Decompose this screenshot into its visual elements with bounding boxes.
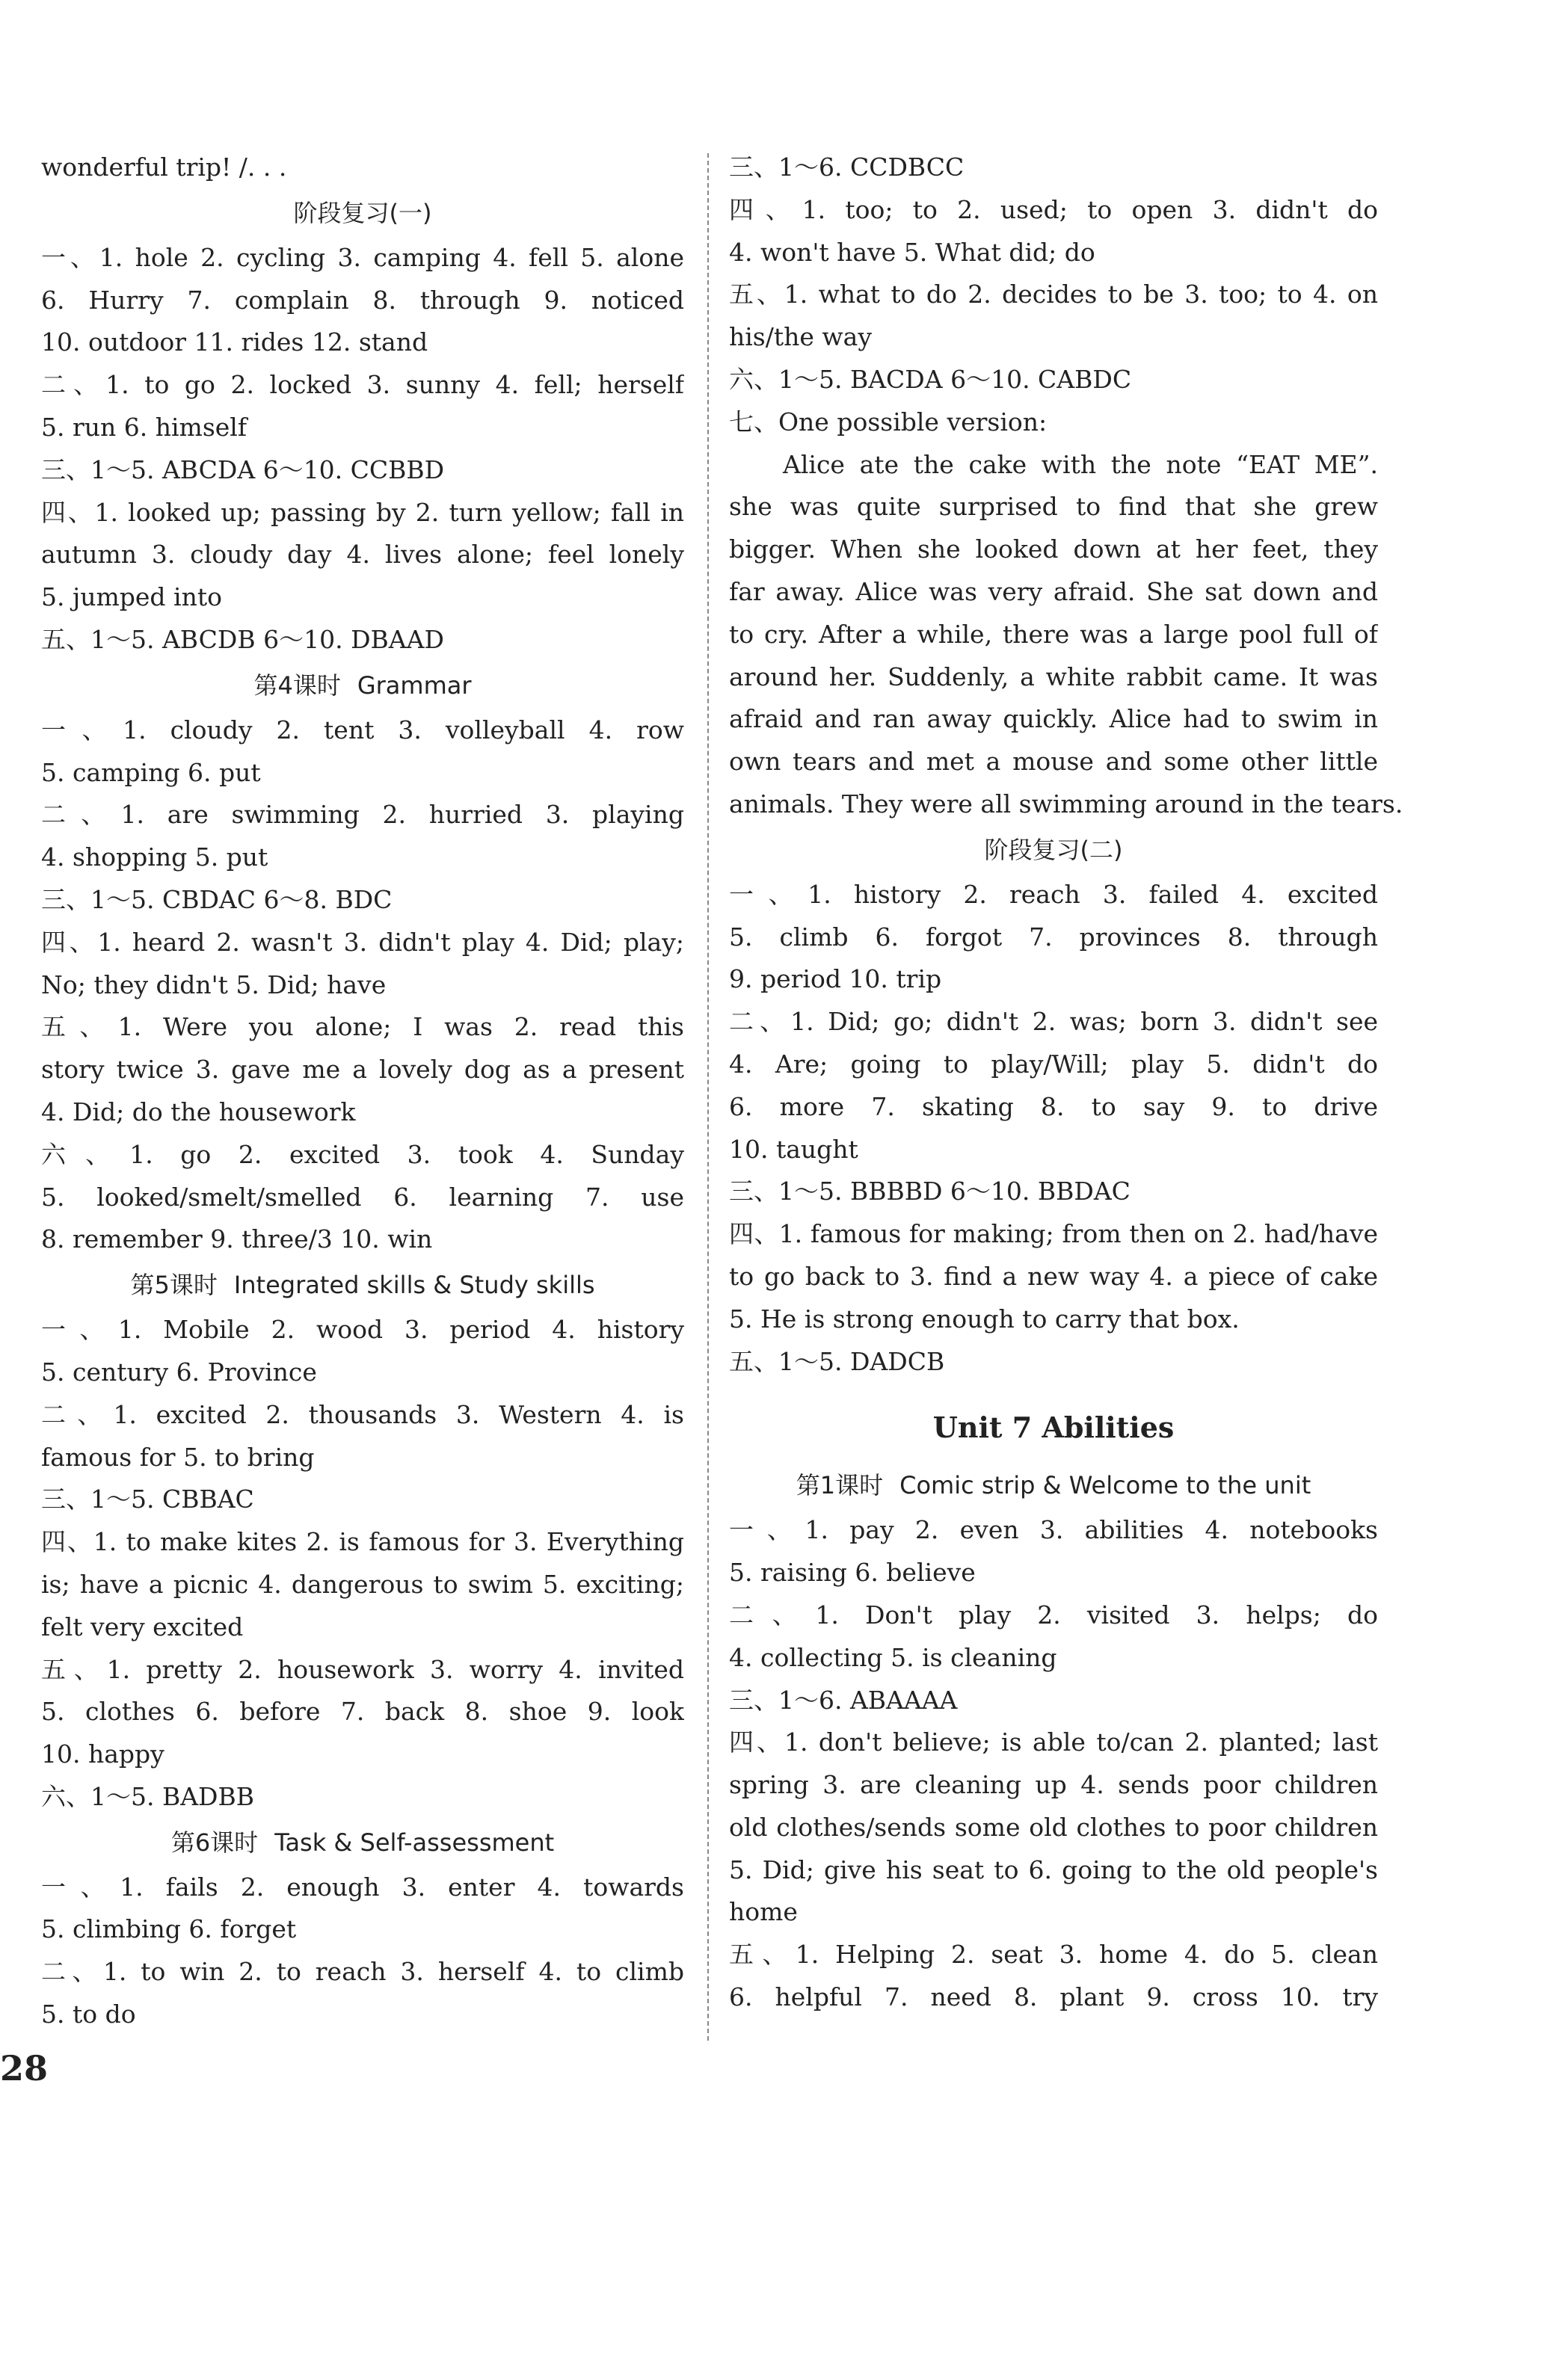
heading-text: 阶段复习(一) — [293, 198, 432, 227]
answer-line: 一、1. Mobile 2. wood 3. period 4. history — [41, 1315, 684, 1345]
answer-line: home — [729, 1897, 798, 1927]
answer-line: 三、1～6. ABAAAA — [729, 1685, 958, 1715]
answer-line: 二、1. Did; go; didn't 2. was; born 3. didn't see — [729, 1007, 1378, 1037]
answer-line: is; have a picnic 4. dangerous to swim 5. exciting; — [41, 1569, 684, 1599]
answer-line: famous for 5. to bring — [41, 1442, 315, 1472]
answer-line: 三、1～5. CBDAC 6～8. BDC — [41, 884, 393, 914]
answer-line: 4. Did; do the housework — [41, 1097, 356, 1126]
answer-line: far away. Alice was very afraid. She sat down and — [729, 576, 1378, 606]
answer-line: 5. climb 6. forgot 7. provinces 8. through — [729, 922, 1378, 952]
answer-line: 三、1～5. ABCDA 6～10. CCBBD — [41, 454, 445, 484]
answer-line: 5. looked/smelt/smelled 6. learning 7. use — [41, 1182, 684, 1212]
answer-line: 六、1. go 2. excited 3. took 4. Sunday — [41, 1139, 684, 1169]
answer-line: felt very excited — [41, 1612, 244, 1641]
answer-line: 二、1. excited 2. thousands 3. Western 4. is — [41, 1399, 684, 1429]
answer-line: 8. remember 9. three/3 10. win — [41, 1224, 433, 1254]
answer-line: 四、1. heard 2. wasn't 3. didn't play 4. Did; play; — [41, 927, 684, 957]
answer-line: 5. clothes 6. before 7. back 8. shoe 9. look — [41, 1697, 684, 1727]
answer-line: 10. happy — [41, 1739, 164, 1769]
answer-line: 五、1. Were you alone; I was 2. read this — [41, 1012, 684, 1042]
answer-line: 五、1. Helping 2. seat 3. home 4. do 5. clean — [729, 1940, 1378, 1970]
answer-line: No; they didn't 5. Did; have — [41, 969, 387, 999]
answer-line: 四、1. famous for making; from then on 2. had/have — [729, 1219, 1378, 1249]
answer-line: 一、1. history 2. reach 3. failed 4. excited — [729, 879, 1378, 909]
answer-line: 4. won't have 5. What did; do — [729, 237, 1095, 267]
answer-line: 6. more 7. skating 8. to say 9. to drive — [729, 1091, 1378, 1121]
column-divider — [707, 153, 709, 2041]
section-heading — [729, 1461, 1378, 1509]
answer-line: 五、1. what to do 2. decides to be 3. too; to 4. on — [729, 280, 1378, 309]
answer-line: 三、1～5. CBBAC — [41, 1485, 254, 1514]
section-heading — [41, 1819, 684, 1866]
answer-line: 10. outdoor 11. rides 12. stand — [41, 327, 428, 357]
heading-text: Grammar — [357, 670, 472, 700]
answer-line: 四、1. too; to 2. used; to open 3. didn't do — [729, 194, 1378, 224]
section-heading — [41, 662, 684, 709]
answer-line: 4. Are; going to play/Will; play 5. didn't do — [729, 1049, 1378, 1079]
left-column — [41, 147, 684, 2036]
answer-line: 一、1. fails 2. enough 3. enter 4. towards — [41, 1872, 684, 1902]
answer-line: 10. taught — [729, 1134, 858, 1164]
lesson-label: 第6课时 — [170, 1828, 259, 1857]
section-heading — [41, 189, 684, 237]
section-heading — [41, 1261, 684, 1309]
answer-line: 二、1. Don't play 2. visited 3. helps; do — [729, 1600, 1378, 1630]
answer-line: 5. run 6. himself — [41, 412, 247, 442]
answer-line: around her. Suddenly, a white rabbit came. It was — [729, 662, 1378, 691]
answer-line: 五、1～5. ABCDB 6～10. DBAAD — [41, 624, 444, 654]
answer-line: autumn 3. cloudy day 4. lives alone; feel lonely — [41, 540, 684, 570]
answer-line: 5. He is strong enough to carry that box. — [729, 1304, 1240, 1334]
answer-line: 五、1～5. DADCB — [729, 1346, 945, 1376]
answer-line: 三、1～5. BBBBD 6～10. BBDAC — [729, 1177, 1131, 1206]
answer-line: 5. Did; give his seat to 6. going to the old people's — [729, 1855, 1378, 1884]
answer-line: 5. camping 6. put — [41, 757, 261, 787]
answer-line: 二、1. are swimming 2. hurried 3. playing — [41, 800, 684, 830]
answer-line: 9. period 10. trip — [729, 964, 942, 994]
answer-line: 四、1. to make kites 2. is famous for 3. Everything — [41, 1527, 684, 1557]
answer-line: 5. jumped into — [41, 582, 222, 612]
answer-line: 三、1～6. CCDBCC — [729, 152, 965, 182]
answer-line: 六、1～5. BADBB — [41, 1781, 255, 1811]
answer-line: 四、1. don't believe; is able to/can 2. planted; last — [729, 1727, 1378, 1757]
answer-line: 二、1. to go 2. locked 3. sunny 4. fell; herself — [41, 370, 684, 400]
answer-line: to go back to 3. find a new way 4. a piece of cake — [729, 1261, 1378, 1291]
answer-line: wonderful trip! /. . . — [41, 152, 287, 182]
answer-line: 4. collecting 5. is cleaning — [729, 1642, 1057, 1672]
answer-line: old clothes/sends some old clothes to poor children — [729, 1812, 1378, 1842]
answer-line: 六、1～5. BACDA 6～10. CABDC — [729, 364, 1132, 394]
answer-line: his/the way — [729, 322, 872, 352]
answer-line: 5. to do — [41, 2000, 136, 2029]
answer-line: 6. Hurry 7. complain 8. through 9. noticed — [41, 285, 684, 315]
heading-text: Task & Self-assessment — [274, 1828, 555, 1857]
answer-line: afraid and ran away quickly. Alice had to swim in — [729, 704, 1378, 734]
unit-title: Unit 7 Abilities — [932, 1411, 1175, 1445]
answer-line: 5. century 6. Province — [41, 1357, 317, 1387]
answer-line: 一、1. pay 2. even 3. abilities 4. notebooks — [729, 1515, 1378, 1545]
lesson-label: 第4课时 — [253, 670, 341, 700]
answer-line: 5. raising 6. believe — [729, 1558, 976, 1588]
answer-line: 5. climbing 6. forget — [41, 1914, 297, 1944]
section-heading — [729, 826, 1378, 874]
answer-line: own tears and met a mouse and some other little — [729, 747, 1378, 777]
heading-text: 阶段复习(二) — [984, 835, 1123, 864]
answer-line: to cry. After a while, there was a large pool full of — [729, 619, 1378, 649]
answer-line: 四、1. looked up; passing by 2. turn yellow; fall in — [41, 497, 684, 527]
answer-line: 6. helpful 7. need 8. plant 9. cross 10. try — [729, 1982, 1378, 2012]
heading-text: Integrated skills & Study skills — [233, 1271, 595, 1300]
answer-line: Alice ate the cake with the note “EAT ME”. — [783, 449, 1378, 479]
answer-line: 4. shopping 5. put — [41, 842, 268, 872]
right-column — [729, 147, 1403, 2019]
page-number: 28 — [0, 2048, 49, 2088]
answer-line: 一、1. hole 2. cycling 3. camping 4. fell 5. alone — [41, 242, 684, 272]
lesson-label: 第5课时 — [130, 1271, 218, 1300]
answer-line: spring 3. are cleaning up 4. sends poor children — [729, 1770, 1378, 1800]
answer-line: 一、1. cloudy 2. tent 3. volleyball 4. row — [41, 715, 684, 744]
heading-text: Comic strip & Welcome to the unit — [899, 1471, 1311, 1500]
answer-line: she was quite surprised to find that she grew — [729, 492, 1378, 522]
answer-line: animals. They were all swimming around in the tears. — [729, 789, 1403, 818]
answer-line: story twice 3. gave me a lovely dog as a present — [41, 1055, 684, 1085]
answer-line: bigger. When she looked down at her feet, they — [729, 534, 1378, 564]
lesson-label: 第1课时 — [796, 1471, 884, 1500]
answer-line: 七、One possible version: — [729, 407, 1048, 437]
answer-line: 五、1. pretty 2. housework 3. worry 4. invited — [41, 1654, 684, 1684]
answer-line: 二、1. to win 2. to reach 3. herself 4. to climb — [41, 1957, 684, 1987]
